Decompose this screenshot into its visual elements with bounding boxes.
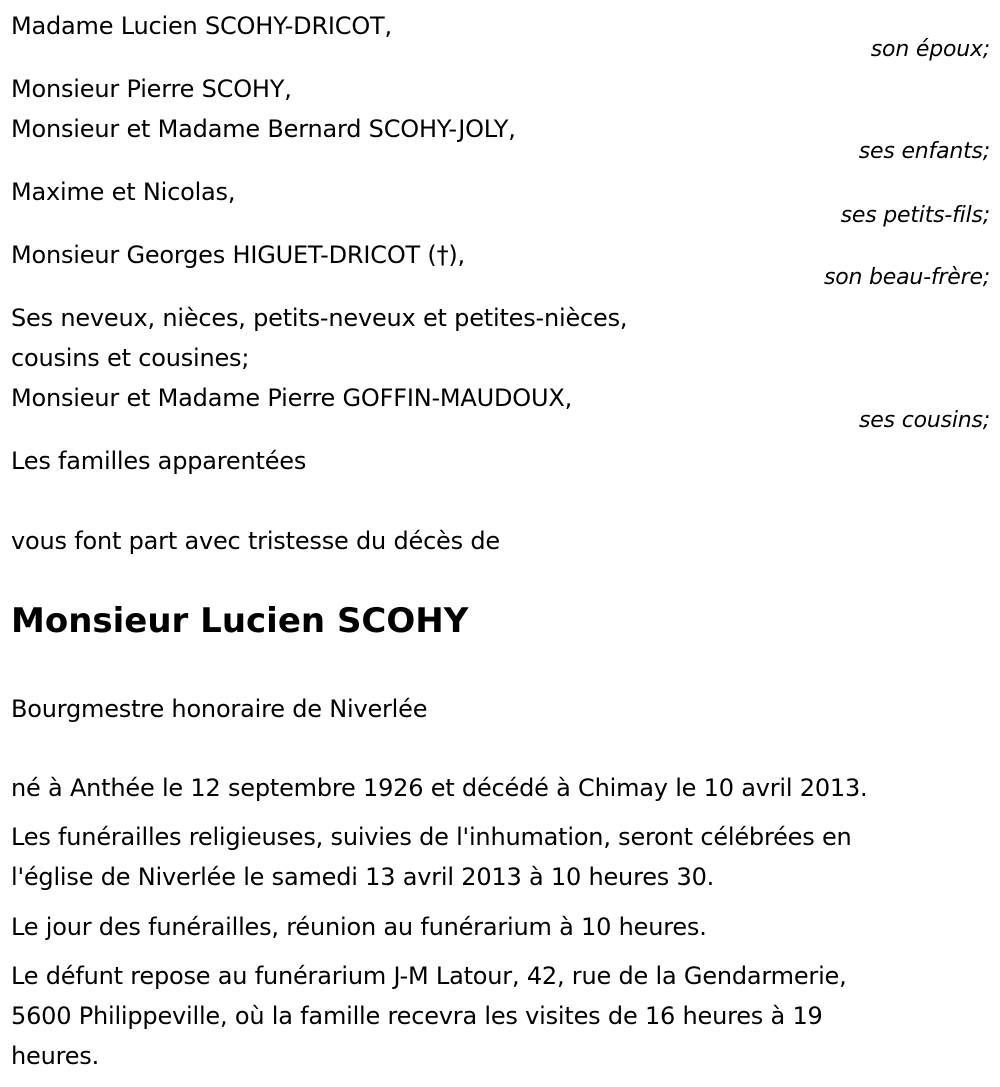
family-line-cousins: cousins et cousines; <box>11 344 250 372</box>
family-line-child-1: Monsieur Pierre SCOHY, <box>11 75 292 103</box>
deceased-name: Monsieur Lucien SCOHY <box>11 601 469 641</box>
role-spouse: son époux; <box>870 37 990 62</box>
visitation-details-line-1: Le défunt repose au funérarium J-M Latour, 42, rue de la Gendarmerie, <box>11 962 847 990</box>
family-line-nephews: Ses neveux, nièces, petits-neveux et petites-nièces, <box>11 304 628 332</box>
announcement-text: vous font part avec tristesse du décès de <box>11 527 500 555</box>
family-line-spouse: Madame Lucien SCOHY-DRICOT, <box>11 12 392 40</box>
funeral-details-line-1: Les funérailles religieuses, suivies de l'inhumation, seront célébrées en <box>11 823 852 851</box>
birth-death-details: né à Anthée le 12 septembre 1926 et décédé à Chimay le 10 avril 2013. <box>11 774 868 802</box>
family-line-goffin: Monsieur et Madame Pierre GOFFIN-MAUDOUX, <box>11 384 573 412</box>
visitation-details-line-3: heures. <box>11 1042 100 1070</box>
role-cousins: ses cousins; <box>859 408 990 433</box>
meeting-details: Le jour des funérailles, réunion au funérarium à 10 heures. <box>11 913 707 941</box>
family-line-brother-in-law: Monsieur Georges HIGUET-DRICOT (†), <box>11 241 465 269</box>
visitation-details-line-2: 5600 Philippeville, où la famille recevra les visites de 16 heures à 19 <box>11 1002 823 1030</box>
family-line-grandsons: Maxime et Nicolas, <box>11 178 236 206</box>
role-grandsons: ses petits-fils; <box>840 203 990 228</box>
family-line-child-2: Monsieur et Madame Bernard SCOHY-JOLY, <box>11 115 516 143</box>
family-line-related: Les familles apparentées <box>11 447 307 475</box>
deceased-title: Bourgmestre honoraire de Niverlée <box>11 695 428 723</box>
role-brother-in-law: son beau-frère; <box>823 265 990 290</box>
funeral-details-line-2: l'église de Niverlée le samedi 13 avril 2013 à 10 heures 30. <box>11 863 715 891</box>
role-children: ses enfants; <box>858 139 990 164</box>
